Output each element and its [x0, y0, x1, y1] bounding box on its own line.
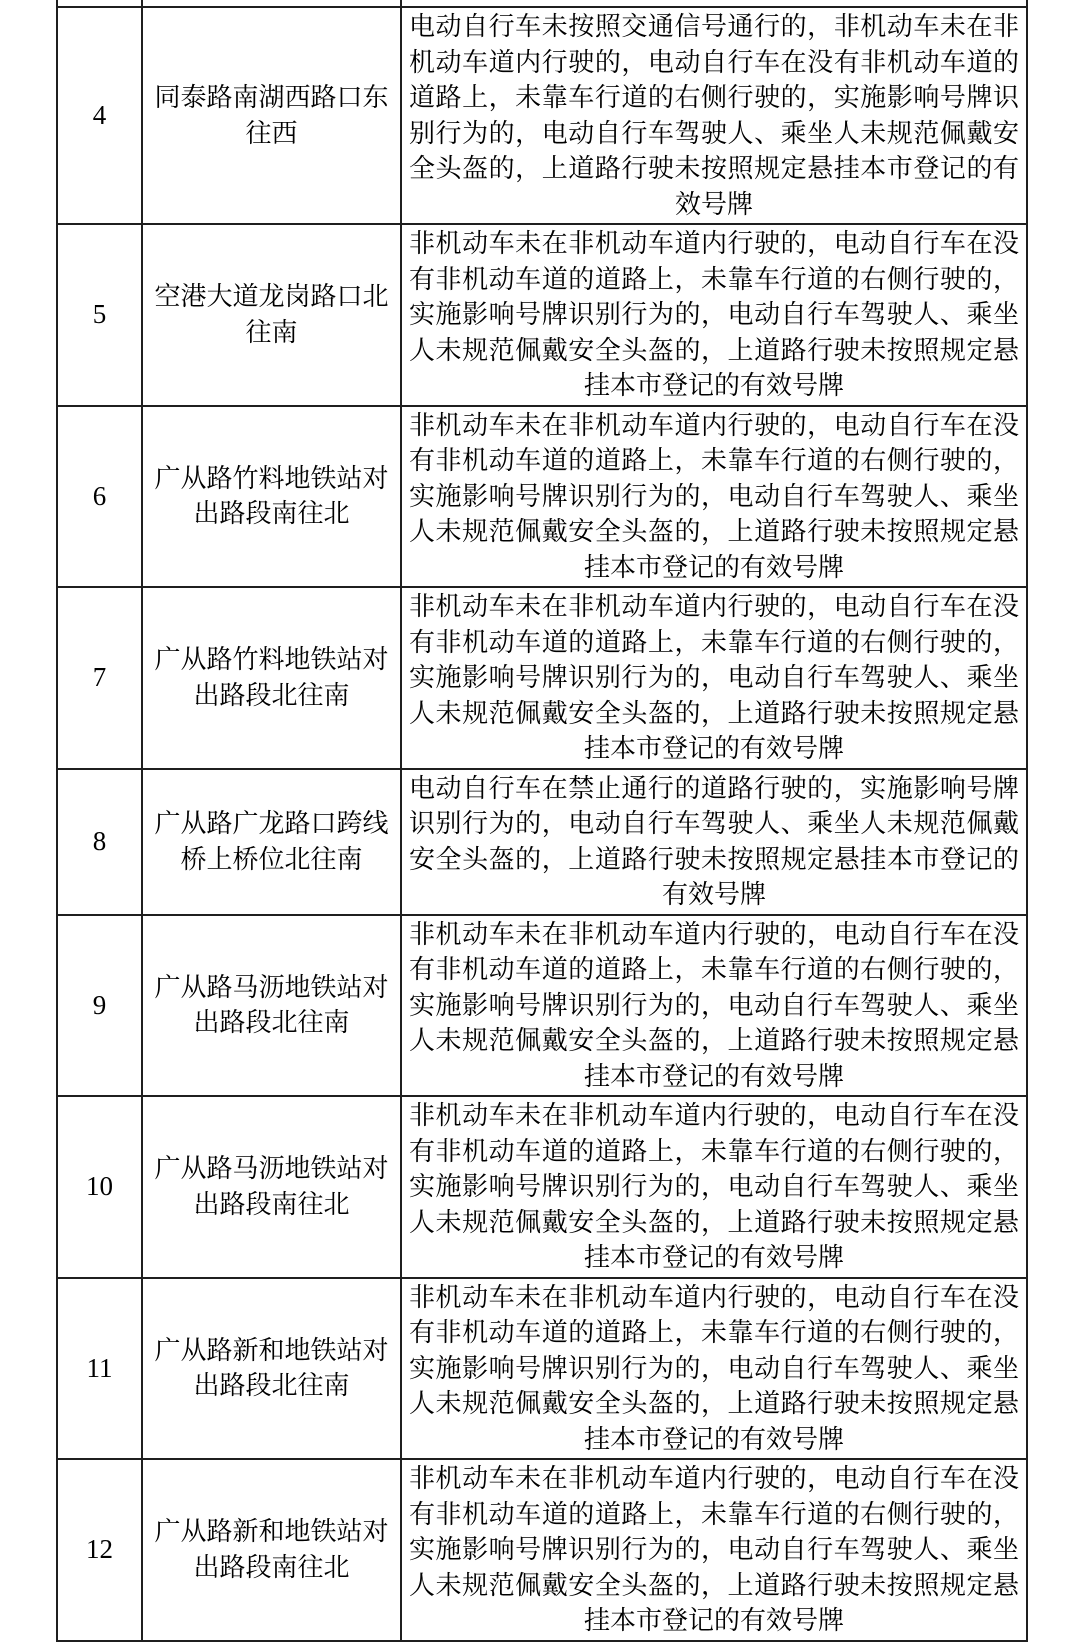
table-row — [57, 406, 1027, 588]
table-row — [57, 7, 1027, 224]
row-number-cell: 4 — [57, 7, 142, 224]
row-number-cell: 7 — [57, 587, 142, 769]
description-cell: 非机动车未在非机动车道内行驶的，电动自行车在没有非机动车道的道路上，未靠车行道的右侧行驶的，实施影响号牌识别行为的，电动自行车驾驶人、乘坐人未规范佩戴安全头盔的，上道路行驶未按照规定悬挂本市登记的有效号牌 — [401, 1459, 1027, 1641]
location-cell: 空港大道龙岗路口北往南 — [142, 224, 401, 406]
location-cell: 广从路竹料地铁站对出路段南往北 — [142, 406, 401, 588]
location-cell: 广从路马沥地铁站对出路段北往南 — [142, 915, 401, 1097]
location-cell: 广从路竹料地铁站对出路段北往南 — [142, 587, 401, 769]
row-number-cell: 11 — [57, 1278, 142, 1460]
description-cell: 非机动车未在非机动车道内行驶的，电动自行车在没有非机动车道的道路上，未靠车行道的右侧行驶的，实施影响号牌识别行为的，电动自行车驾驶人、乘坐人未规范佩戴安全头盔的，上道路行驶未按照规定悬挂本市登记的有效号牌 — [401, 1096, 1027, 1278]
partial-cell — [57, 0, 142, 7]
location-cell: 广从路马沥地铁站对出路段南往北 — [142, 1096, 401, 1278]
row-number-cell: 12 — [57, 1459, 142, 1641]
table-row — [57, 769, 1027, 915]
table-row — [57, 224, 1027, 406]
table-row — [57, 1278, 1027, 1460]
description-cell: 非机动车未在非机动车道内行驶的，电动自行车在没有非机动车道的道路上，未靠车行道的右侧行驶的，实施影响号牌识别行为的，电动自行车驾驶人、乘坐人未规范佩戴安全头盔的，上道路行驶未按照规定悬挂本市登记的有效号牌 — [401, 224, 1027, 406]
partial-cell — [401, 0, 1027, 7]
location-cell: 同泰路南湖西路口东往西 — [142, 7, 401, 224]
location-cell: 广从路新和地铁站对出路段北往南 — [142, 1278, 401, 1460]
row-number-cell: 5 — [57, 224, 142, 406]
row-number-cell: 6 — [57, 406, 142, 588]
table-row — [57, 1096, 1027, 1278]
violations-table — [56, 0, 1028, 1642]
partial-cell — [142, 0, 401, 7]
description-cell: 电动自行车在禁止通行的道路行驶的，实施影响号牌识别行为的，电动自行车驾驶人、乘坐人未规范佩戴安全头盔的，上道路行驶未按照规定悬挂本市登记的有效号牌 — [401, 769, 1027, 915]
description-cell: 电动自行车未按照交通信号通行的，非机动车未在非机动车道内行驶的，电动自行车在没有非机动车道的道路上，未靠车行道的右侧行驶的，实施影响号牌识别行为的，电动自行车驾驶人、乘坐人未规范佩戴安全头盔的，上道路行驶未按照规定悬挂本市登记的有效号牌 — [401, 7, 1027, 224]
table-row-partial-top — [57, 0, 1027, 7]
table-row — [57, 915, 1027, 1097]
description-cell: 非机动车未在非机动车道内行驶的，电动自行车在没有非机动车道的道路上，未靠车行道的右侧行驶的，实施影响号牌识别行为的，电动自行车驾驶人、乘坐人未规范佩戴安全头盔的，上道路行驶未按照规定悬挂本市登记的有效号牌 — [401, 1278, 1027, 1460]
row-number-cell: 10 — [57, 1096, 142, 1278]
table-row — [57, 587, 1027, 769]
row-number-cell: 9 — [57, 915, 142, 1097]
description-cell: 非机动车未在非机动车道内行驶的，电动自行车在没有非机动车道的道路上，未靠车行道的右侧行驶的，实施影响号牌识别行为的，电动自行车驾驶人、乘坐人未规范佩戴安全头盔的，上道路行驶未按照规定悬挂本市登记的有效号牌 — [401, 915, 1027, 1097]
table-row — [57, 1459, 1027, 1641]
description-cell: 非机动车未在非机动车道内行驶的，电动自行车在没有非机动车道的道路上，未靠车行道的右侧行驶的，实施影响号牌识别行为的，电动自行车驾驶人、乘坐人未规范佩戴安全头盔的，上道路行驶未按照规定悬挂本市登记的有效号牌 — [401, 587, 1027, 769]
location-cell: 广从路广龙路口跨线桥上桥位北往南 — [142, 769, 401, 915]
row-number-cell: 8 — [57, 769, 142, 915]
location-cell: 广从路新和地铁站对出路段南往北 — [142, 1459, 401, 1641]
description-cell: 非机动车未在非机动车道内行驶的，电动自行车在没有非机动车道的道路上，未靠车行道的右侧行驶的，实施影响号牌识别行为的，电动自行车驾驶人、乘坐人未规范佩戴安全头盔的，上道路行驶未按照规定悬挂本市登记的有效号牌 — [401, 406, 1027, 588]
